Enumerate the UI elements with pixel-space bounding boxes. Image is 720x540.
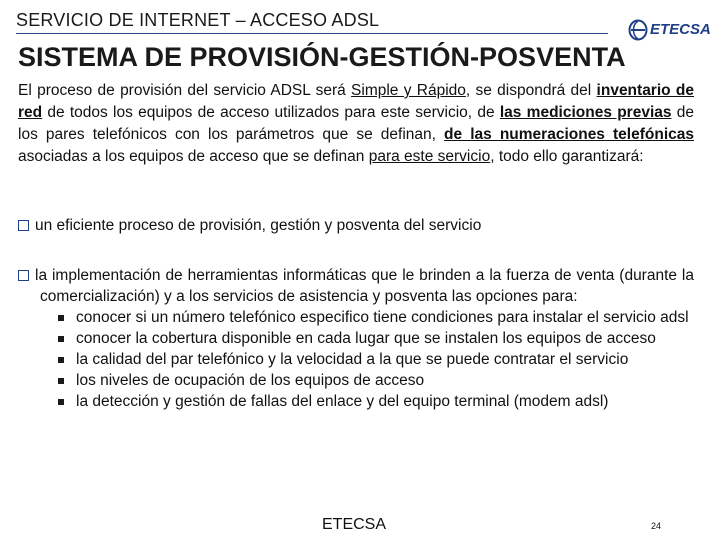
logo-mark-icon — [628, 19, 648, 41]
intro-underline-1: Simple y Rápido — [351, 82, 466, 99]
sub-list-item — [18, 349, 694, 370]
footer-company: ETECSA — [322, 516, 387, 533]
square-bullet-icon — [58, 336, 64, 342]
bullet-item — [18, 265, 694, 412]
intro-text-1: El proceso de provisión del servicio ADSL será — [18, 82, 352, 99]
intro-underline-5: para este servicio — [368, 148, 491, 165]
etecsa-logo — [628, 18, 714, 44]
bullet-text: un eficiente proceso de provisión, gestión y posventa del servicio — [35, 217, 482, 234]
bullet-text: la implementación de herramientas informáticas que le brinden a la fuerza de venta (durante la comercialización) y a los servicios de asistencia y posventa las opciones para: — [35, 267, 694, 305]
square-bullet-icon — [58, 399, 64, 405]
intro-text-6: , todo ello garantizará: — [490, 148, 644, 165]
sub-list-item — [18, 370, 694, 391]
logo-text: ETECSA — [650, 21, 711, 38]
sub-list-item-text: conocer la cobertura disponible en cada lugar que se instalen los equipos de acceso — [76, 330, 656, 347]
bullet-lead — [18, 265, 694, 307]
square-bullet-icon — [58, 378, 64, 384]
intro-underline-2: inventario de red — [18, 82, 695, 121]
page-number: 24 — [651, 521, 662, 531]
checkbox-bullet-icon — [18, 270, 29, 281]
sub-list-item — [18, 328, 694, 349]
sub-list-item-text: la calidad del par telefónico y la velocidad a la que se puede contratar el servicio — [76, 351, 629, 368]
header-title: SERVICIO DE INTERNET – ACCESO ADSL — [16, 10, 380, 30]
sub-list-item — [18, 391, 694, 412]
intro-underline-3: las mediciones previas — [499, 104, 672, 121]
intro-text-5: asociadas a los equipos de acceso que se definan — [18, 148, 369, 165]
square-bullet-icon — [58, 357, 64, 363]
sub-list — [18, 307, 694, 412]
intro-underline-4: de las numeraciones telefónicas — [444, 126, 694, 143]
sub-list-item-text: la detección y gestión de fallas del enlace y del equipo terminal (modem adsl) — [76, 393, 609, 410]
page-title: SISTEMA DE PROVISIÓN-GESTIÓN-POSVENTA — [18, 42, 626, 72]
bullet-item — [18, 215, 694, 236]
intro-text-2: , se dispondrá del — [465, 82, 597, 99]
sub-list-item — [18, 307, 694, 328]
intro-text-3: de todos los equipos de acceso utilizados para este servicio, de — [42, 104, 500, 121]
intro-text-4: de los pares telefónicos con los parámetros que se definan, — [18, 104, 694, 143]
sub-list-item-text: los niveles de ocupación de los equipos de acceso — [76, 372, 425, 389]
sub-list-item-text: conocer si un número telefónico especifico tiene condiciones para instalar el servicio adsl — [76, 309, 689, 326]
intro-paragraph — [18, 80, 694, 168]
square-bullet-icon — [58, 315, 64, 321]
checkbox-bullet-icon — [18, 220, 29, 231]
header-divider — [16, 33, 608, 34]
